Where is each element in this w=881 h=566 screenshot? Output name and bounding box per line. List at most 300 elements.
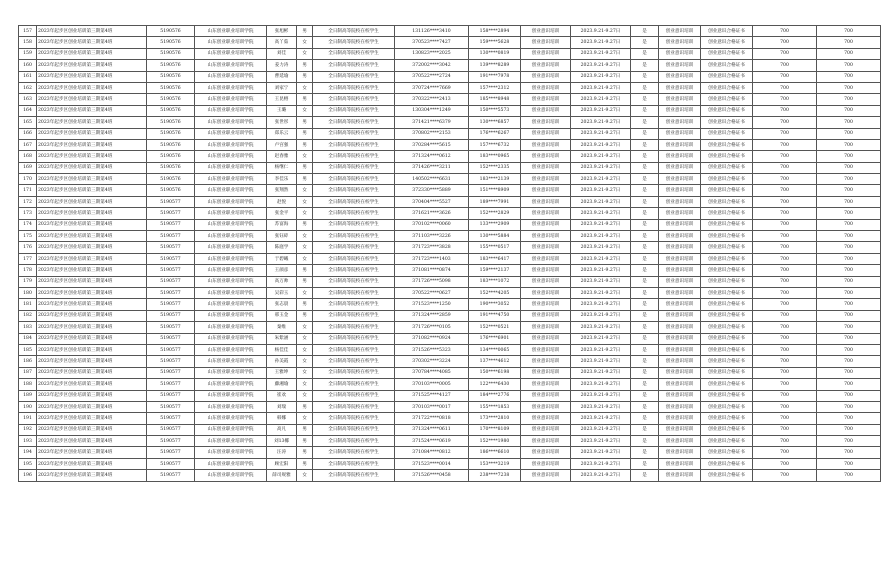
cell-name: 韩娜 [267,413,297,424]
cell-period: 2023.9.21-9.27日 [571,265,631,276]
cell-certificate: 创业意识合格证书 [701,379,753,390]
cell-name: 高凡 [267,424,297,435]
cell-subsidy-amount: 700 [817,231,881,242]
cell-subsidy-amount: 700 [817,82,881,93]
cell-subsidy-standard: 700 [753,128,817,139]
cell-passed: 是 [631,413,659,424]
cell-name: 秦维 [267,322,297,333]
table-body [19,26,881,482]
cell-passed: 是 [631,208,659,219]
cell-class-name: 2023年起步区创业培训第三期第4班 [37,390,147,401]
cell-class-code: 5190577 [147,413,195,424]
cell-gender: 女 [297,367,313,378]
cell-seq: 162 [19,82,37,93]
cell-period: 2023.9.21-9.27日 [571,208,631,219]
cell-school: 山东创业职业培训学院 [195,219,267,230]
cell-passed: 是 [631,447,659,458]
cell-class-code: 5190576 [147,94,195,105]
cell-certificate: 创业意识合格证书 [701,390,753,401]
cell-certificate: 创业意识合格证书 [701,219,753,230]
cell-phone: 152****2335 [469,162,521,173]
cell-school: 山东创业职业培训学院 [195,470,267,481]
cell-training-item: 创业意识培训 [659,424,701,435]
cell-school: 山东创业职业培训学院 [195,94,267,105]
cell-training-type: 创业意识培训 [521,265,571,276]
cell-class-code: 5190576 [147,151,195,162]
cell-id-number: 370404****5527 [395,196,469,207]
table-row [19,436,881,447]
cell-gender: 男 [297,94,313,105]
cell-training-type: 创业意识培训 [521,185,571,196]
cell-seq: 191 [19,413,37,424]
cell-certificate: 创业意识合格证书 [701,367,753,378]
cell-name: 薛司规雅 [267,470,297,481]
cell-subsidy-standard: 700 [753,117,817,128]
cell-id-number: 371421****6379 [395,117,469,128]
cell-passed: 是 [631,470,659,481]
cell-period: 2023.9.21-9.27日 [571,139,631,150]
cell-seq: 164 [19,105,37,116]
cell-gender: 男 [297,219,313,230]
cell-category: 全日制高等院校在校学生 [313,265,395,276]
cell-phone: 157****6732 [469,139,521,150]
cell-period: 2023.9.21-9.27日 [571,48,631,59]
table-row [19,231,881,242]
cell-passed: 是 [631,162,659,173]
cell-seq: 161 [19,71,37,82]
cell-id-number: 370522****0627 [395,287,469,298]
cell-period: 2023.9.21-9.27日 [571,299,631,310]
cell-name: 邢玉金 [267,310,297,321]
cell-subsidy-amount: 700 [817,139,881,150]
cell-class-code: 5190577 [147,344,195,355]
cell-class-name: 2023年起步区创业培训第三期第4班 [37,26,147,37]
cell-id-number: 371726****5098 [395,276,469,287]
cell-phone: 183****6417 [469,253,521,264]
cell-subsidy-amount: 700 [817,367,881,378]
cell-seq: 194 [19,447,37,458]
cell-name: 陈庭学 [267,242,297,253]
cell-subsidy-standard: 700 [753,139,817,150]
cell-certificate: 创业意识合格证书 [701,436,753,447]
cell-phone: 158****2894 [469,26,521,37]
cell-class-name: 2023年起步区创业培训第三期第4班 [37,105,147,116]
cell-seq: 157 [19,26,37,37]
cell-name: 高丫茹 [267,37,297,48]
cell-id-number: 370724****7669 [395,82,469,93]
cell-training-item: 创业意识培训 [659,219,701,230]
cell-subsidy-amount: 700 [817,299,881,310]
cell-passed: 是 [631,458,659,469]
cell-training-type: 创业意识培训 [521,60,571,71]
cell-class-code: 5190577 [147,470,195,481]
cell-phone: 159****5628 [469,37,521,48]
cell-subsidy-amount: 700 [817,71,881,82]
cell-passed: 是 [631,94,659,105]
cell-gender: 女 [297,231,313,242]
cell-id-number: 371523****0014 [395,458,469,469]
cell-passed: 是 [631,174,659,185]
cell-passed: 是 [631,265,659,276]
cell-seq: 167 [19,139,37,150]
cell-phone: 176****6901 [469,333,521,344]
cell-seq: 159 [19,48,37,59]
cell-class-name: 2023年起步区创业培训第三期第4班 [37,276,147,287]
cell-category: 全日制高等院校在校学生 [313,139,395,150]
cell-school: 山东创业职业培训学院 [195,356,267,367]
cell-category: 全日制高等院校在校学生 [313,60,395,71]
cell-name: 郑乐云 [267,128,297,139]
cell-gender: 男 [297,424,313,435]
cell-training-type: 创业意识培训 [521,413,571,424]
cell-class-name: 2023年起步区创业培训第三期第4班 [37,37,147,48]
cell-training-item: 创业意识培训 [659,105,701,116]
cell-school: 山东创业职业培训学院 [195,424,267,435]
cell-passed: 是 [631,26,659,37]
cell-phone: 155****0517 [469,242,521,253]
cell-id-number: 371723****3828 [395,242,469,253]
cell-period: 2023.9.21-9.27日 [571,174,631,185]
cell-school: 山东创业职业培训学院 [195,139,267,150]
cell-id-number: 371324****0612 [395,151,469,162]
table-row [19,413,881,424]
cell-training-type: 创业意识培训 [521,162,571,173]
cell-gender: 女 [297,82,313,93]
cell-passed: 是 [631,60,659,71]
table-row [19,162,881,173]
cell-id-number: 371526****5323 [395,344,469,355]
cell-subsidy-amount: 700 [817,151,881,162]
cell-seq: 170 [19,174,37,185]
cell-subsidy-amount: 700 [817,265,881,276]
cell-class-code: 5190576 [147,105,195,116]
table-row [19,117,881,128]
cell-category: 全日制高等院校在校学生 [313,185,395,196]
cell-certificate: 创业意识合格证书 [701,82,753,93]
cell-subsidy-standard: 700 [753,287,817,298]
cell-period: 2023.9.21-9.27日 [571,105,631,116]
cell-training-item: 创业意识培训 [659,356,701,367]
table-row [19,60,881,71]
cell-training-item: 创业意识培训 [659,322,701,333]
cell-class-code: 5190577 [147,287,195,298]
cell-id-number: 370522****2724 [395,71,469,82]
cell-subsidy-amount: 700 [817,287,881,298]
cell-name: 杨继仁 [267,162,297,173]
cell-subsidy-amount: 700 [817,26,881,37]
cell-id-number: 370784****4085 [395,367,469,378]
cell-subsidy-standard: 700 [753,48,817,59]
cell-training-item: 创业意识培训 [659,276,701,287]
cell-name: 张志晨 [267,299,297,310]
cell-id-number: 370322****2413 [395,94,469,105]
cell-class-code: 5190576 [147,26,195,37]
cell-period: 2023.9.21-9.27日 [571,390,631,401]
cell-period: 2023.9.21-9.27日 [571,26,631,37]
cell-training-item: 创业意识培训 [659,367,701,378]
cell-training-item: 创业意识培训 [659,196,701,207]
cell-subsidy-standard: 700 [753,71,817,82]
cell-school: 山东创业职业培训学院 [195,299,267,310]
cell-name: 张翔然 [267,185,297,196]
cell-passed: 是 [631,82,659,93]
cell-school: 山东创业职业培训学院 [195,242,267,253]
cell-school: 山东创业职业培训学院 [195,310,267,321]
cell-school: 山东创业职业培训学院 [195,151,267,162]
cell-period: 2023.9.21-9.27日 [571,310,631,321]
cell-phone: 184****2776 [469,390,521,401]
cell-training-item: 创业意识培训 [659,94,701,105]
cell-school: 山东创业职业培训学院 [195,344,267,355]
cell-seq: 189 [19,390,37,401]
cell-category: 全日制高等院校在校学生 [313,344,395,355]
cell-gender: 男 [297,299,313,310]
table-row [19,151,881,162]
cell-subsidy-standard: 700 [753,356,817,367]
cell-period: 2023.9.21-9.27日 [571,401,631,412]
cell-period: 2023.9.21-9.27日 [571,37,631,48]
cell-phone: 152****4205 [469,287,521,298]
cell-training-type: 创业意识培训 [521,82,571,93]
cell-period: 2023.9.21-9.27日 [571,413,631,424]
cell-seq: 183 [19,322,37,333]
cell-gender: 女 [297,356,313,367]
table-row [19,299,881,310]
cell-subsidy-standard: 700 [753,401,817,412]
table-row [19,139,881,150]
cell-class-code: 5190577 [147,390,195,401]
cell-training-type: 创业意识培训 [521,219,571,230]
cell-class-code: 5190577 [147,356,195,367]
cell-certificate: 创业意识合格证书 [701,151,753,162]
cell-phone: 183****2139 [469,174,521,185]
cell-seq: 166 [19,128,37,139]
cell-id-number: 370802****2153 [395,128,469,139]
cell-id-number: 371426****3211 [395,162,469,173]
cell-training-item: 创业意识培训 [659,26,701,37]
cell-gender: 男 [297,60,313,71]
cell-certificate: 创业意识合格证书 [701,333,753,344]
cell-phone: 122****6430 [469,379,521,390]
cell-phone: 152****0521 [469,322,521,333]
cell-class-name: 2023年起步区创业培训第三期第4班 [37,344,147,355]
cell-period: 2023.9.21-9.27日 [571,367,631,378]
cell-category: 全日制高等院校在校学生 [313,208,395,219]
cell-id-number: 371081****0874 [395,265,469,276]
cell-phone: 183****0965 [469,151,521,162]
cell-phone: 186****6610 [469,447,521,458]
cell-subsidy-amount: 700 [817,105,881,116]
cell-category: 全日制高等院校在校学生 [313,287,395,298]
cell-class-name: 2023年起步区创业培训第三期第4班 [37,379,147,390]
cell-period: 2023.9.21-9.27日 [571,458,631,469]
table-row [19,367,881,378]
cell-training-item: 创业意识培训 [659,208,701,219]
cell-phone: 190****3052 [469,299,521,310]
cell-id-number: 370103****0017 [395,401,469,412]
cell-category: 全日制高等院校在校学生 [313,322,395,333]
cell-certificate: 创业意识合格证书 [701,265,753,276]
cell-gender: 女 [297,105,313,116]
cell-training-item: 创业意识培训 [659,287,701,298]
cell-gender: 女 [297,253,313,264]
cell-training-item: 创业意识培训 [659,242,701,253]
cell-training-item: 创业意识培训 [659,390,701,401]
table-row [19,401,881,412]
cell-subsidy-amount: 700 [817,333,881,344]
cell-school: 山东创业职业培训学院 [195,447,267,458]
cell-gender: 女 [297,37,313,48]
cell-subsidy-standard: 700 [753,185,817,196]
cell-school: 山东创业职业培训学院 [195,287,267,298]
cell-training-type: 创业意识培训 [521,208,571,219]
cell-certificate: 创业意识合格证书 [701,344,753,355]
cell-subsidy-standard: 700 [753,162,817,173]
cell-class-name: 2023年起步区创业培训第三期第4班 [37,94,147,105]
cell-gender: 女 [297,242,313,253]
cell-passed: 是 [631,117,659,128]
cell-id-number: 140502****6631 [395,174,469,185]
cell-gender: 女 [297,48,313,59]
cell-training-type: 创业意识培训 [521,470,571,481]
cell-training-item: 创业意识培训 [659,344,701,355]
cell-period: 2023.9.21-9.27日 [571,196,631,207]
cell-category: 全日制高等院校在校学生 [313,253,395,264]
cell-training-type: 创业意识培训 [521,105,571,116]
cell-training-type: 创业意识培训 [521,242,571,253]
cell-passed: 是 [631,231,659,242]
cell-period: 2023.9.21-9.27日 [571,447,631,458]
cell-training-item: 创业意识培训 [659,299,701,310]
cell-seq: 171 [19,185,37,196]
cell-subsidy-standard: 700 [753,299,817,310]
cell-training-type: 创业意识培训 [521,276,571,287]
cell-certificate: 创业意识合格证书 [701,276,753,287]
cell-passed: 是 [631,344,659,355]
cell-certificate: 创业意识合格证书 [701,253,753,264]
cell-class-code: 5190576 [147,82,195,93]
cell-training-item: 创业意识培训 [659,37,701,48]
cell-subsidy-amount: 700 [817,310,881,321]
cell-certificate: 创业意识合格证书 [701,117,753,128]
cell-passed: 是 [631,424,659,435]
cell-subsidy-amount: 700 [817,322,881,333]
cell-subsidy-standard: 700 [753,174,817,185]
cell-name: 张钰碎 [267,231,297,242]
cell-subsidy-standard: 700 [753,447,817,458]
cell-gender: 男 [297,401,313,412]
cell-seq: 174 [19,219,37,230]
cell-certificate: 创业意识合格证书 [701,71,753,82]
cell-period: 2023.9.21-9.27日 [571,231,631,242]
cell-class-name: 2023年起步区创业培训第三期第4班 [37,151,147,162]
cell-category: 全日制高等院校在校学生 [313,162,395,173]
cell-subsidy-standard: 700 [753,470,817,481]
cell-training-type: 创业意识培训 [521,196,571,207]
cell-id-number: 371082****0924 [395,333,469,344]
cell-category: 全日制高等院校在校学生 [313,105,395,116]
cell-seq: 187 [19,367,37,378]
cell-period: 2023.9.21-9.27日 [571,242,631,253]
cell-class-code: 5190577 [147,242,195,253]
cell-training-item: 创业意识培训 [659,436,701,447]
cell-name: 吴彩玉 [267,287,297,298]
cell-school: 山东创业职业培训学院 [195,231,267,242]
cell-subsidy-amount: 700 [817,117,881,128]
cell-category: 全日制高等院校在校学生 [313,174,395,185]
cell-name: 卢宫强 [267,139,297,150]
cell-certificate: 创业意识合格证书 [701,447,753,458]
cell-subsidy-amount: 700 [817,219,881,230]
cell-training-type: 创业意识培训 [521,151,571,162]
cell-phone: 150****5573 [469,105,521,116]
cell-certificate: 创业意识合格证书 [701,310,753,321]
cell-subsidy-standard: 700 [753,253,817,264]
table-row [19,447,881,458]
cell-school: 山东创业职业培训学院 [195,253,267,264]
cell-period: 2023.9.21-9.27日 [571,253,631,264]
cell-class-name: 2023年起步区创业培训第三期第4班 [37,219,147,230]
cell-class-code: 5190576 [147,37,195,48]
table-row [19,71,881,82]
cell-category: 全日制高等院校在校学生 [313,219,395,230]
cell-school: 山东创业职业培训学院 [195,458,267,469]
table-row [19,94,881,105]
cell-training-item: 创业意识培训 [659,128,701,139]
cell-period: 2023.9.21-9.27日 [571,128,631,139]
cell-gender: 女 [297,196,313,207]
cell-gender: 男 [297,447,313,458]
cell-certificate: 创业意识合格证书 [701,185,753,196]
cell-category: 全日制高等院校在校学生 [313,94,395,105]
cell-training-item: 创业意识培训 [659,162,701,173]
cell-subsidy-standard: 700 [753,413,817,424]
cell-category: 全日制高等院校在校学生 [313,310,395,321]
cell-certificate: 创业意识合格证书 [701,208,753,219]
cell-seq: 184 [19,333,37,344]
cell-passed: 是 [631,139,659,150]
cell-subsidy-standard: 700 [753,276,817,287]
cell-id-number: 371726****0105 [395,322,469,333]
cell-gender: 男 [297,117,313,128]
cell-class-code: 5190577 [147,367,195,378]
cell-class-code: 5190577 [147,231,195,242]
cell-subsidy-amount: 700 [817,470,881,481]
cell-passed: 是 [631,367,659,378]
cell-training-type: 创业意识培训 [521,310,571,321]
cell-phone: 139****8289 [469,60,521,71]
table-row [19,333,881,344]
cell-class-code: 5190576 [147,71,195,82]
cell-training-item: 创业意识培训 [659,333,701,344]
cell-class-name: 2023年起步区创业培训第三期第4班 [37,128,147,139]
cell-category: 全日制高等院校在校学生 [313,128,395,139]
cell-class-code: 5190576 [147,139,195,150]
cell-subsidy-standard: 700 [753,344,817,355]
cell-subsidy-amount: 700 [817,447,881,458]
cell-passed: 是 [631,322,659,333]
cell-class-name: 2023年起步区创业培训第三期第4班 [37,185,147,196]
cell-category: 全日制高等院校在校学生 [313,333,395,344]
cell-class-name: 2023年起步区创业培训第三期第4班 [37,71,147,82]
cell-passed: 是 [631,253,659,264]
cell-class-name: 2023年起步区创业培训第三期第4班 [37,117,147,128]
cell-passed: 是 [631,71,659,82]
cell-subsidy-standard: 700 [753,242,817,253]
cell-training-type: 创业意识培训 [521,26,571,37]
cell-subsidy-amount: 700 [817,356,881,367]
table-row [19,48,881,59]
